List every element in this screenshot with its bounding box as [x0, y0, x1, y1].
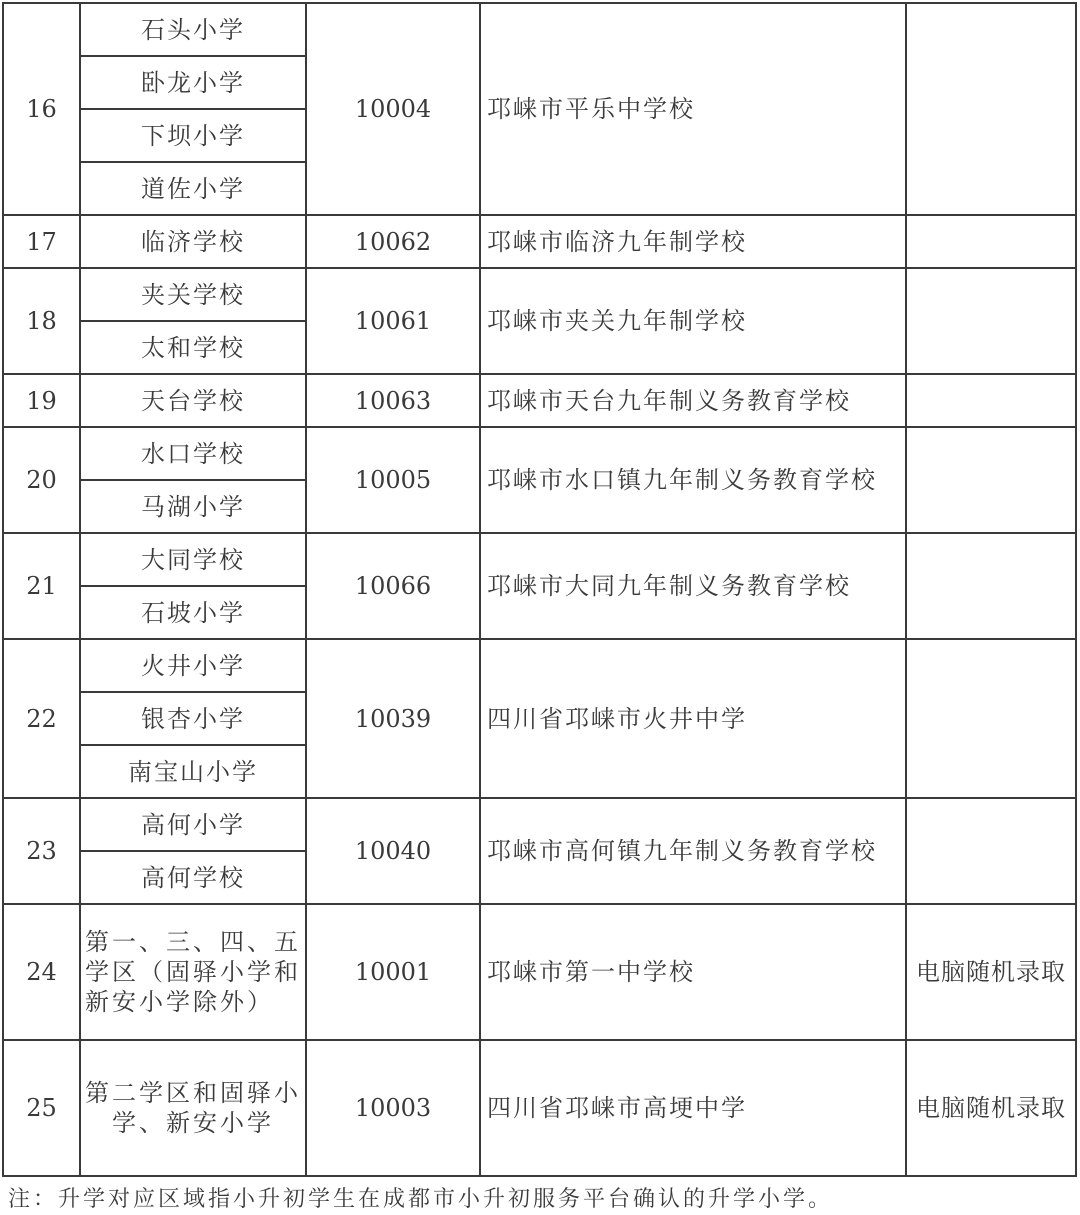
row-number: 23	[3, 798, 80, 904]
primary-school: 下坝小学	[80, 109, 306, 162]
admission-note: 电脑随机录取	[906, 904, 1076, 1040]
admission-note	[906, 533, 1076, 639]
middle-school: 邛崃市夹关九年制学校	[480, 268, 906, 374]
admission-note	[906, 374, 1076, 427]
primary-school: 石坡小学	[80, 586, 306, 639]
row-number: 25	[3, 1040, 80, 1176]
table-row	[3, 215, 1076, 268]
school-code: 10003	[306, 1040, 480, 1176]
primary-school: 火井小学	[80, 639, 306, 692]
row-number: 19	[3, 374, 80, 427]
row-number: 20	[3, 427, 80, 533]
admission-note	[906, 798, 1076, 904]
primary-school: 高何学校	[80, 851, 306, 904]
middle-school: 邛崃市水口镇九年制义务教育学校	[480, 427, 906, 533]
admission-note: 电脑随机录取	[906, 1040, 1076, 1176]
primary-school: 天台学校	[80, 374, 306, 427]
middle-school: 邛崃市临济九年制学校	[480, 215, 906, 268]
school-code: 10005	[306, 427, 480, 533]
table-row	[3, 798, 1076, 851]
middle-school: 邛崃市天台九年制义务教育学校	[480, 374, 906, 427]
table-row	[3, 268, 1076, 321]
middle-school: 四川省邛崃市高埂中学	[480, 1040, 906, 1176]
middle-school: 四川省邛崃市火井中学	[480, 639, 906, 798]
row-number: 22	[3, 639, 80, 798]
table-row	[3, 3, 1076, 56]
school-code: 10066	[306, 533, 480, 639]
admission-note	[906, 215, 1076, 268]
table-row	[3, 533, 1076, 586]
primary-school: 临济学校	[80, 215, 306, 268]
primary-school: 第二学区和固驿小学、新安小学	[80, 1040, 306, 1176]
table-row	[3, 639, 1076, 692]
primary-school: 太和学校	[80, 321, 306, 374]
row-number: 17	[3, 215, 80, 268]
school-code: 10001	[306, 904, 480, 1040]
school-code: 10040	[306, 798, 480, 904]
row-number: 16	[3, 3, 80, 215]
primary-school: 银杏小学	[80, 692, 306, 745]
primary-school: 南宝山小学	[80, 745, 306, 798]
primary-school: 第一、三、四、五学区（固驿小学和新安小学除外）	[80, 904, 306, 1040]
school-code: 10004	[306, 3, 480, 215]
table-row	[3, 904, 1076, 1040]
primary-school: 石头小学	[80, 3, 306, 56]
school-code: 10061	[306, 268, 480, 374]
row-number: 18	[3, 268, 80, 374]
admission-note	[906, 639, 1076, 798]
primary-school: 水口学校	[80, 427, 306, 480]
admission-note	[906, 268, 1076, 374]
row-number: 24	[3, 904, 80, 1040]
primary-school: 道佐小学	[80, 162, 306, 215]
enrollment-table	[2, 2, 1077, 1177]
primary-school: 夹关学校	[80, 268, 306, 321]
primary-school: 马湖小学	[80, 480, 306, 533]
middle-school: 邛崃市第一中学校	[480, 904, 906, 1040]
table-row	[3, 1040, 1076, 1176]
table-row	[3, 427, 1076, 480]
middle-school: 邛崃市大同九年制义务教育学校	[480, 533, 906, 639]
middle-school: 邛崃市平乐中学校	[480, 3, 906, 215]
school-code: 10063	[306, 374, 480, 427]
primary-school: 大同学校	[80, 533, 306, 586]
school-code: 10062	[306, 215, 480, 268]
admission-note	[906, 3, 1076, 215]
middle-school: 邛崃市高何镇九年制义务教育学校	[480, 798, 906, 904]
school-code: 10039	[306, 639, 480, 798]
row-number: 21	[3, 533, 80, 639]
primary-school: 卧龙小学	[80, 56, 306, 109]
footnote: 注：升学对应区域指小升初学生在成都市小升初服务平台确认的升学小学。	[8, 1187, 834, 1212]
table-row	[3, 374, 1076, 427]
admission-note	[906, 427, 1076, 533]
primary-school: 高何小学	[80, 798, 306, 851]
